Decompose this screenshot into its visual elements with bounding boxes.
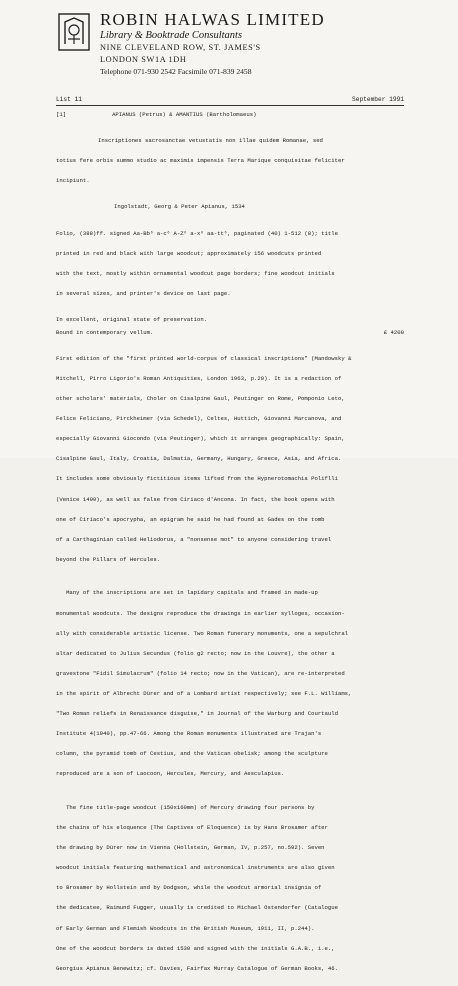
- text-line: column, the pyramid tomb of Cestius, and the Vatican obelisk; among the sculpture: [56, 750, 328, 758]
- text-line: Cisalpine Gaul, Italy, Croatia, Dalmatia, Germany, Hungary, Greece, Asia, and Africa.: [56, 455, 342, 463]
- item-number: [1]: [56, 111, 67, 118]
- text-line: Felice Feliciano, Pirckheimer (via Schedel), Celtes, Huttich, Giovanni Marcanova, and: [56, 415, 342, 423]
- list-header: [56, 96, 404, 106]
- text-line: Georgius Apianus Benewitz; cf. Davies, Fairfax Murray Catalogue of German Books, 46.: [56, 964, 338, 972]
- telephone-line: Telephone 071-930 2542 Facsimile 071-839 2458: [100, 67, 252, 76]
- item-author: APIANUS (Petrus) & AMANTIUS (Bartholomaeus): [112, 111, 257, 118]
- item-imprint: Ingolstadt, Georg & Peter Apianus, 1534: [114, 203, 245, 211]
- text-line: monumental woodcuts. The designs reproduce the drawings in earlier sylloges, occasion-: [56, 609, 345, 617]
- item-heading: [56, 112, 404, 119]
- text-line: The fine title-page woodcut (150x160mm) of Mercury drawing four persons by: [56, 803, 315, 811]
- title-line: Inscriptiones sacrosanctae vetustatis non illae quidem Romanae, sed: [98, 137, 323, 145]
- title-line: incipiunt.: [56, 177, 90, 185]
- description-paragraph-2: [56, 577, 404, 792]
- text-line: One of the woodcut borders is dated 1530 and signed with the initials G.A.B., i.e.,: [56, 944, 335, 952]
- letterhead: [56, 8, 404, 88]
- item-price: £ 4200: [383, 328, 404, 336]
- text-line: one of Ciriaco's apocrypha, an epigram he said he had found at Gades on the tomb: [56, 515, 325, 523]
- title-line: totius fere orbis summo studio ac maximis impensis Terra Marique conquisitae feliciter: [56, 157, 345, 165]
- item-collation: [56, 217, 404, 311]
- text-line: of a Carthaginian called Heliodorus, a "nonsense mot" to anyone considering travel: [56, 535, 332, 543]
- collation-line: Folio, (388)ff. signed Aa-Bb⁶ a-c⁶ A-Z⁶ a-x⁶ aa-tt⁶, paginated (40) 1-512 (8); title: [56, 229, 338, 237]
- text-line: Many of the inscriptions are set in lapidary capitals and framed in made-up: [56, 589, 318, 597]
- collation-line: printed in red and black with large woodcut; approximately 156 woodcuts printed: [56, 249, 322, 257]
- text-line: of Early German and Flemish Woodcuts in the British Museum, 1911, II, p.244).: [56, 924, 315, 932]
- text-line: especially Giovanni Giocondo (via Peutinger), which it arranges geographically: Spain,: [56, 435, 345, 443]
- collation-line: with the text, mostly within ornamental woodcut page borders; fine woodcut initials: [56, 269, 335, 277]
- text-line: to Brosamer by Hollstein and by Dodgson, while the woodcut armorial insignia of: [56, 884, 322, 892]
- binding-price-row: [56, 330, 404, 337]
- printers-device-icon: [56, 12, 92, 52]
- text-line: ally with considerable artistic license. Two Roman funerary monuments, one a sepulchral: [56, 629, 349, 637]
- list-number: List 11: [56, 96, 82, 103]
- text-line: the dedicatee, Raimund Fugger, usually is credited to Michael Ostendorfer (Catalogue: [56, 904, 338, 912]
- text-line: woodcut initials featuring mathematical and astronomical instruments are also given: [56, 864, 335, 872]
- description-paragraph-3: [56, 792, 404, 986]
- text-line: reproduced are a son of Laocoon, Hercules, Mercury, and Aesculapius.: [56, 770, 285, 778]
- text-line: other scholars' materials, Choler on Cisalpine Gaul, Peutinger on Rome, Pomponio Leto,: [56, 395, 345, 403]
- text-line: in the spirit of Albrecht Dürer and of a Lombard artist respectively; see F.L. Williams,: [56, 689, 352, 697]
- address-line-1: NINE CLEVELAND ROW, ST. JAMES'S: [100, 43, 261, 52]
- text-line: Mitchell, Pirro Ligorio's Roman Antiquities, London 1963, p.20). It is a redaction of: [56, 374, 342, 382]
- text-line: beyond the Pillars of Hercules.: [56, 555, 161, 563]
- item-binding: Bound in contemporary vellum.: [56, 328, 154, 336]
- text-line: gravestone "Fidil Simulacrum" (folio 14 recto; now in the Vatican), are re-interpreted: [56, 669, 345, 677]
- text-line: altar dedicated to Julius Secundus (folio g2 recto; now in the Louvre), the other a: [56, 649, 335, 657]
- letterhead-text: [100, 8, 325, 78]
- text-line: (Venice 1499), as well as false from Ciriaco d'Ancona. In fact, the book opens with: [56, 495, 335, 503]
- item-condition: In excellent, original state of preservation.: [56, 315, 208, 323]
- text-line: It includes some obviously fictitious items lifted from the Hypnerotomachia Poliflli: [56, 475, 338, 483]
- text-line: the drawing by Dürer now in Vienna (Hollstein, German, IV, p.257, no.592). Seven: [56, 844, 325, 852]
- company-subtitle: Library & Booktrade Consultants: [100, 30, 243, 41]
- text-line: the chains of his eloquence (The Captives of Eloquence) is by Hans Brosamer after: [56, 824, 328, 832]
- address-line-2: LONDON SW1A 1DH: [100, 55, 187, 64]
- collation-line: in several sizes, and printer's device on last page.: [56, 289, 231, 297]
- description-paragraph-1: [56, 342, 404, 577]
- text-line: Institute 4(1940), pp.47-66. Among the Roman monuments illustrated are Trajan's: [56, 730, 322, 738]
- list-date: September 1991: [352, 96, 404, 103]
- text-line: First edition of the "first printed world-corpus of classical inscriptions" (Mandowsky &: [56, 354, 352, 362]
- item-title: [56, 125, 404, 199]
- company-name: ROBIN HALWAS LIMITED: [100, 10, 325, 29]
- text-line: "Two Roman reliefs in Renaissance disguise," in Journal of the Warburg and Courtauld: [56, 710, 338, 718]
